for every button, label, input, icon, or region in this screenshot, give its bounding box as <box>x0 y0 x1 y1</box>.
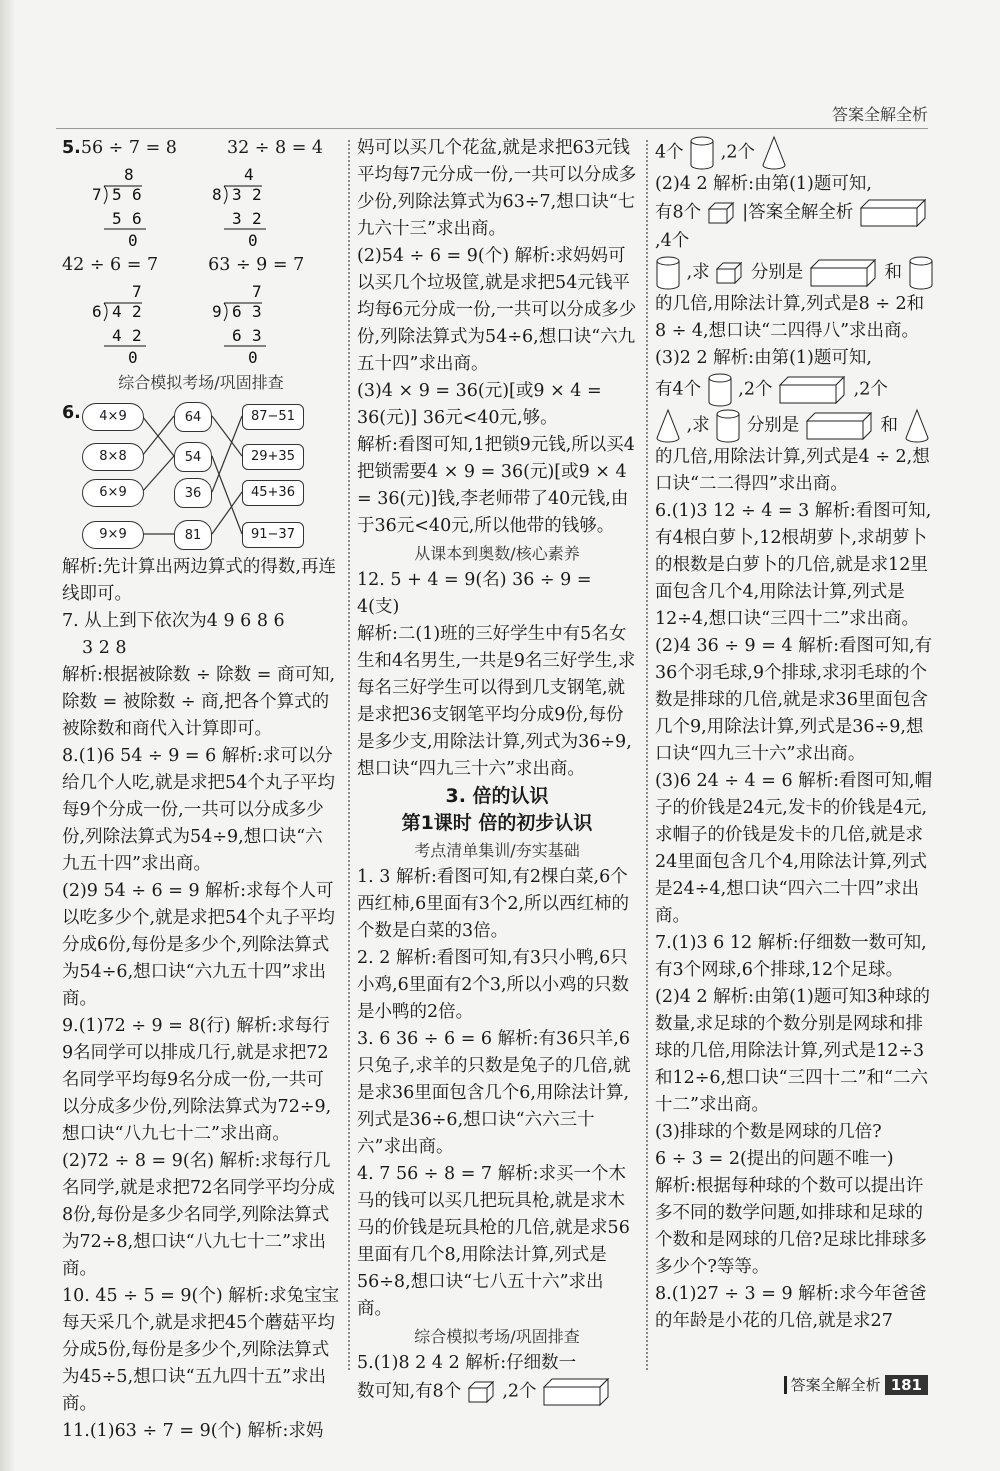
q5-2-text: (2)4 2 解析:由第(1)题可知, <box>655 174 872 194</box>
q5-3-line3 <box>655 408 935 444</box>
svg-text:8: 8 <box>212 185 222 204</box>
b-q5-line2 <box>357 1377 637 1407</box>
cone-icon <box>655 408 681 444</box>
b-q5-text: ,2个 <box>502 1381 537 1402</box>
q7-part3: (3)排球的个数是网球的几倍? <box>655 1122 882 1142</box>
svg-text:7: 7 <box>252 282 262 301</box>
chapter-title: 3. 倍的认识 <box>445 785 549 807</box>
svg-text:5: 5 <box>112 209 122 228</box>
footer-label: 答案全解全析 <box>790 1376 881 1394</box>
section-heading: 综合模拟考场/巩固排查 <box>414 1327 580 1346</box>
q5-eq3: 42 ÷ 6 = 7 <box>62 255 159 275</box>
c3-text: 分别是 <box>750 262 804 283</box>
q6-cat-answer: 36 <box>174 478 212 508</box>
cube-icon <box>715 261 745 285</box>
q6-left-expression: 4×9 <box>82 403 144 431</box>
q6-part2: (2)4 36 ÷ 9 = 4 解析:看图可知,有36个羽毛球,9个排球,求羽毛球的个数是排球的几倍,就是求36里面包含几个9,用除法计算,列式是36÷9,想口诀“四九三十六”求出商。 <box>655 636 933 764</box>
q9-part1: 9.(1)72 ÷ 9 = 8(行) 解析:求每行9名同学可以排成几行,就是求把72名同学平均每9名分成一份,一共可以分成多少份,列除法算式为72÷9,想口诀“八九七十二”求出商。 <box>62 1016 332 1144</box>
q5-equations-row2 <box>62 252 340 279</box>
svg-text:4: 4 <box>244 165 254 184</box>
q7-part3-answer: 6 ÷ 3 = 2(提出的问题不唯一) <box>655 1149 894 1169</box>
c3-text: |答案全解全析 <box>742 202 854 223</box>
cylinder-icon <box>707 372 733 408</box>
column-1 <box>62 135 340 1445</box>
svg-text:5: 5 <box>112 185 122 204</box>
cuboid-icon <box>542 1377 612 1407</box>
svg-text:0: 0 <box>128 231 138 250</box>
page-header: 答案全解全析 <box>831 105 928 124</box>
q6-right-expression: 87−51 <box>242 404 304 430</box>
svg-text:2: 2 <box>132 302 142 321</box>
cube-icon <box>707 201 737 225</box>
q6-number: 6. <box>62 403 81 423</box>
svg-text:3: 3 <box>252 302 262 321</box>
q9-part2: (2)72 ÷ 8 = 9(名) 解析:求每行几名同学,就是求把72名同学平均分成8份,每份是多少名同学,列除法算式为72÷8,想口诀“八九七十二”求出商。 <box>62 1151 335 1279</box>
b-q2: 2. 2 解析:看图可知,有3只小鸭,6只小鸡,6里面有2个3,所以小鸡的只数是小鸭的2倍。 <box>357 948 630 1022</box>
c3-text: ,2个 <box>738 379 773 400</box>
svg-text:0: 0 <box>248 231 258 250</box>
q5-3-text-end: 的几倍,用除法计算,列式是4 ÷ 2,想口诀“二二得四”求出商。 <box>655 447 930 494</box>
column-divider <box>646 140 648 1370</box>
q5-eq2: 32 ÷ 8 = 4 <box>226 138 324 158</box>
b-q5: 5.(1)8 2 4 2 解析:仔细数一 <box>357 1353 577 1373</box>
svg-text:4: 4 <box>112 326 122 345</box>
q11-part3: (3)4 × 9 = 36(元)[或9 × 4 = 36(元)] 36元<40元,够。 <box>357 381 602 428</box>
column-2 <box>357 135 637 1407</box>
svg-text:0: 0 <box>128 348 138 367</box>
q12: 12. 5 + 4 = 9(名) 36 ÷ 9 = 4(支) <box>357 570 592 617</box>
c3-text: 和 <box>880 415 898 436</box>
c3-text: ,求 <box>686 262 710 283</box>
q8-part1: 8.(1)6 54 ÷ 9 = 6 解析:求可以分给几个人吃,就是求把54个丸子平均每9个分成一份,一共可以分成多少份,列除法算式为54÷9,想口诀“六九五十四”求出商。 <box>62 746 335 874</box>
svg-text:6: 6 <box>132 185 142 204</box>
b-q1: 1. 3 解析:看图可知,有2棵白菜,6个西红柿,6里面有3个2,所以西红柿的个数是白菜的3倍。 <box>357 867 630 941</box>
q6-left-expression: 8×8 <box>82 443 144 471</box>
cylinder-icon <box>689 135 715 171</box>
svg-text:3: 3 <box>232 209 242 228</box>
b-q4: 4. 7 56 ÷ 8 = 7 解析:求买一个木马的钱可以买几把玩具枪,就是求木马的价钱是玩具枪的几倍,就是求56里面有几个8,用除法计算,列式是56÷8,想口诀“七八五十六”求出商。 <box>357 1164 630 1319</box>
svg-text:2: 2 <box>132 326 142 345</box>
q12-analysis: 解析:二(1)班的三好学生中有5名女生和4名男生,一共是9名三好学生,求每名三好学生可以得到几支钢笔,就是求把36支钢笔平均分成9份,每份是多少支,用除法计算,列式为36÷9,想口诀“四九三十六”求出商。 <box>357 624 636 779</box>
svg-text:4: 4 <box>112 302 122 321</box>
c3-text: ,4个 <box>655 231 690 251</box>
footer-bar <box>784 1376 787 1394</box>
column-3 <box>655 135 935 1335</box>
cuboid-icon <box>859 198 929 228</box>
c3-text: ,2个 <box>720 142 755 163</box>
q11-part2: (2)54 ÷ 6 = 9(个) 解析:求妈妈可以买几个垃圾筐,就是求把54元钱平均每6元分成一份,一共可以分成多少份,列除法算式为54÷6,想口诀“六九五十四”求出商。 <box>357 246 637 374</box>
q7-analysis: 解析:根据被除数 ÷ 除数 = 商可知,除数 = 被除数 ÷ 商,把各个算式的被除数和商代入计算即可。 <box>62 665 336 739</box>
q6-right-expression: 29+35 <box>242 444 304 470</box>
b-q5-text: 数可知,有8个 <box>357 1381 462 1402</box>
page-number: 181 <box>885 1375 928 1395</box>
q6-part1: 6.(1)3 12 ÷ 4 = 3 解析:看图可知,有4根白萝卜,12根胡萝卜,求胡萝卜的根数是白萝卜的几倍,就是求12里面包含几个4,用除法计算,列式是12÷4,想口诀“三四十二”求出商。 <box>655 501 932 629</box>
svg-text:6: 6 <box>132 209 142 228</box>
q7-line1: 7. 从上到下依次为4 9 6 8 6 <box>62 611 285 631</box>
q6-part3: (3)6 24 ÷ 4 = 6 解析:看图可知,帽子的价钱是24元,发卡的价钱是4元,求帽子的价钱是发卡的几倍,就是求24里面包含几个4,用除法计算,列式是24÷4,想口诀“四六二十四”求出商。 <box>655 771 933 926</box>
c3-text: ,2个 <box>853 379 888 400</box>
svg-text:7: 7 <box>132 282 142 301</box>
page-edge-shadow <box>0 0 14 1471</box>
q5-3-line2 <box>655 372 935 408</box>
long-division-diagram-1 <box>62 162 332 252</box>
svg-text:6: 6 <box>232 302 242 321</box>
q8-part1: 8.(1)27 ÷ 3 = 9 解析:求今年爸爸的年龄是小花的几倍,就是求27 <box>655 1284 927 1331</box>
q5-2-line3 <box>655 255 935 291</box>
q7-part1: 7.(1)3 6 12 解析:仔细数一数可知,有3个网球,6个排球,12个足球。 <box>655 933 927 980</box>
svg-text:6: 6 <box>232 326 242 345</box>
c3-text: 分别是 <box>746 415 800 436</box>
cuboid-icon <box>805 411 875 441</box>
section-heading: 从课本到奥数/核心素养 <box>414 544 580 563</box>
svg-text:9: 9 <box>212 302 222 321</box>
q8-part2: (2)9 54 ÷ 6 = 9 解析:求每个人可以吃多少个,就是求把54个丸子平均分成6份,每份是多少个,列除法算式为54÷6,想口诀“六九五十四”求出商。 <box>62 881 335 1009</box>
q5-eq4: 63 ÷ 9 = 7 <box>208 255 305 275</box>
q5-2-line2 <box>655 198 935 255</box>
section-heading: 综合模拟考场/巩固排查 <box>118 373 284 392</box>
q6-right-expression: 45+36 <box>242 480 304 506</box>
svg-text:7: 7 <box>92 185 102 204</box>
lesson-title: 第1课时 倍的初步认识 <box>401 812 593 834</box>
svg-text:2: 2 <box>252 185 262 204</box>
header-rule <box>56 128 928 129</box>
q6-left-expression: 9×9 <box>82 521 144 549</box>
q5-equations-row1 <box>62 135 340 162</box>
q11-continuation: 妈可以买几个花盆,就是求把63元钱平均每7元分成一份,一共可以分成多少份,列除法算式为63÷7,想口诀“七九六十三”求出商。 <box>357 138 637 239</box>
q11: 11.(1)63 ÷ 7 = 9(个) 解析:求妈 <box>62 1421 324 1441</box>
section-heading: 考点清单集训/夯实基础 <box>414 841 580 860</box>
q6-left-expression: 6×9 <box>82 479 144 507</box>
q7-analysis: 解析:根据每种球的个数可以提出许多不同的数学问题,如排球和足球的个数和是网球的几倍?足球比排球多多少个?等等。 <box>655 1176 927 1277</box>
c3-text: 4个 <box>655 142 684 163</box>
cuboid-icon <box>778 375 848 405</box>
c3-line1 <box>655 135 935 171</box>
c3-text: 有4个 <box>655 379 702 400</box>
c3-text: 和 <box>884 262 902 283</box>
q5-eq1: 5.56 ÷ 7 = 8 <box>62 138 177 158</box>
q10: 10. 45 ÷ 5 = 9(个) 解析:求兔宝宝每天采几个,就是求把45个蘑菇平均分成5份,每份是多少个,列除法算式为45÷5,想口诀“五九四十五”求出商。 <box>62 1286 340 1414</box>
q6-matching-diagram <box>62 400 340 550</box>
c3-text: ,求 <box>686 415 710 436</box>
svg-text:0: 0 <box>248 348 258 367</box>
column-divider <box>348 140 350 1370</box>
svg-text:6: 6 <box>92 302 102 321</box>
q7-part2: (2)4 2 解析:由第(1)题可知3种球的数量,求足球的个数分别是网球和排球的几倍,用除法计算,列式是12÷3和12÷6,想口诀“三四十二”和“二六十二”求出商。 <box>655 987 931 1115</box>
q5-2-text-end: 的几倍,用除法计算,列式是8 ÷ 2和8 ÷ 4,想口诀“二四得八”求出商。 <box>655 294 925 341</box>
q6-analysis: 解析:先计算出两边算式的得数,再连线即可。 <box>62 557 336 604</box>
cuboid-icon <box>809 258 879 288</box>
b-q3: 3. 6 36 ÷ 6 = 6 解析:有36只羊,6只兔子,求羊的只数是兔子的几倍,就是求36里面包含几个6,用除法计算,列式是36÷6,想口诀“六六三十六”求出商。 <box>357 1029 631 1157</box>
svg-text:3: 3 <box>232 185 242 204</box>
cylinder-icon <box>715 408 741 444</box>
q11-analysis: 解析:看图可知,1把锁9元钱,所以买4把锁需要4 × 9 = 36(元)[或9 × 4 = 36(元)]钱,李老师带了40元钱,由于36元<40元,所以他带的钱够。 <box>357 435 635 536</box>
cone-icon <box>904 408 930 444</box>
cylinder-icon <box>655 255 681 291</box>
long-division-diagram-2 <box>62 279 332 369</box>
cylinder-icon <box>908 255 934 291</box>
q6-right-expression: 91−37 <box>242 522 304 548</box>
cone-icon <box>761 135 787 171</box>
svg-text:2: 2 <box>252 209 262 228</box>
svg-text:8: 8 <box>124 165 134 184</box>
cube-icon <box>467 1380 497 1404</box>
q5-3-text: (3)2 2 解析:由第(1)题可知, <box>655 348 872 368</box>
q6-cat-answer: 64 <box>174 402 212 432</box>
c3-text: 有8个 <box>655 202 702 223</box>
q7-line2: 3 2 8 <box>82 638 127 658</box>
svg-text:3: 3 <box>252 326 262 345</box>
q6-cat-answer: 54 <box>174 442 212 472</box>
page-footer <box>784 1374 928 1395</box>
q6-cat-answer: 81 <box>174 520 212 550</box>
